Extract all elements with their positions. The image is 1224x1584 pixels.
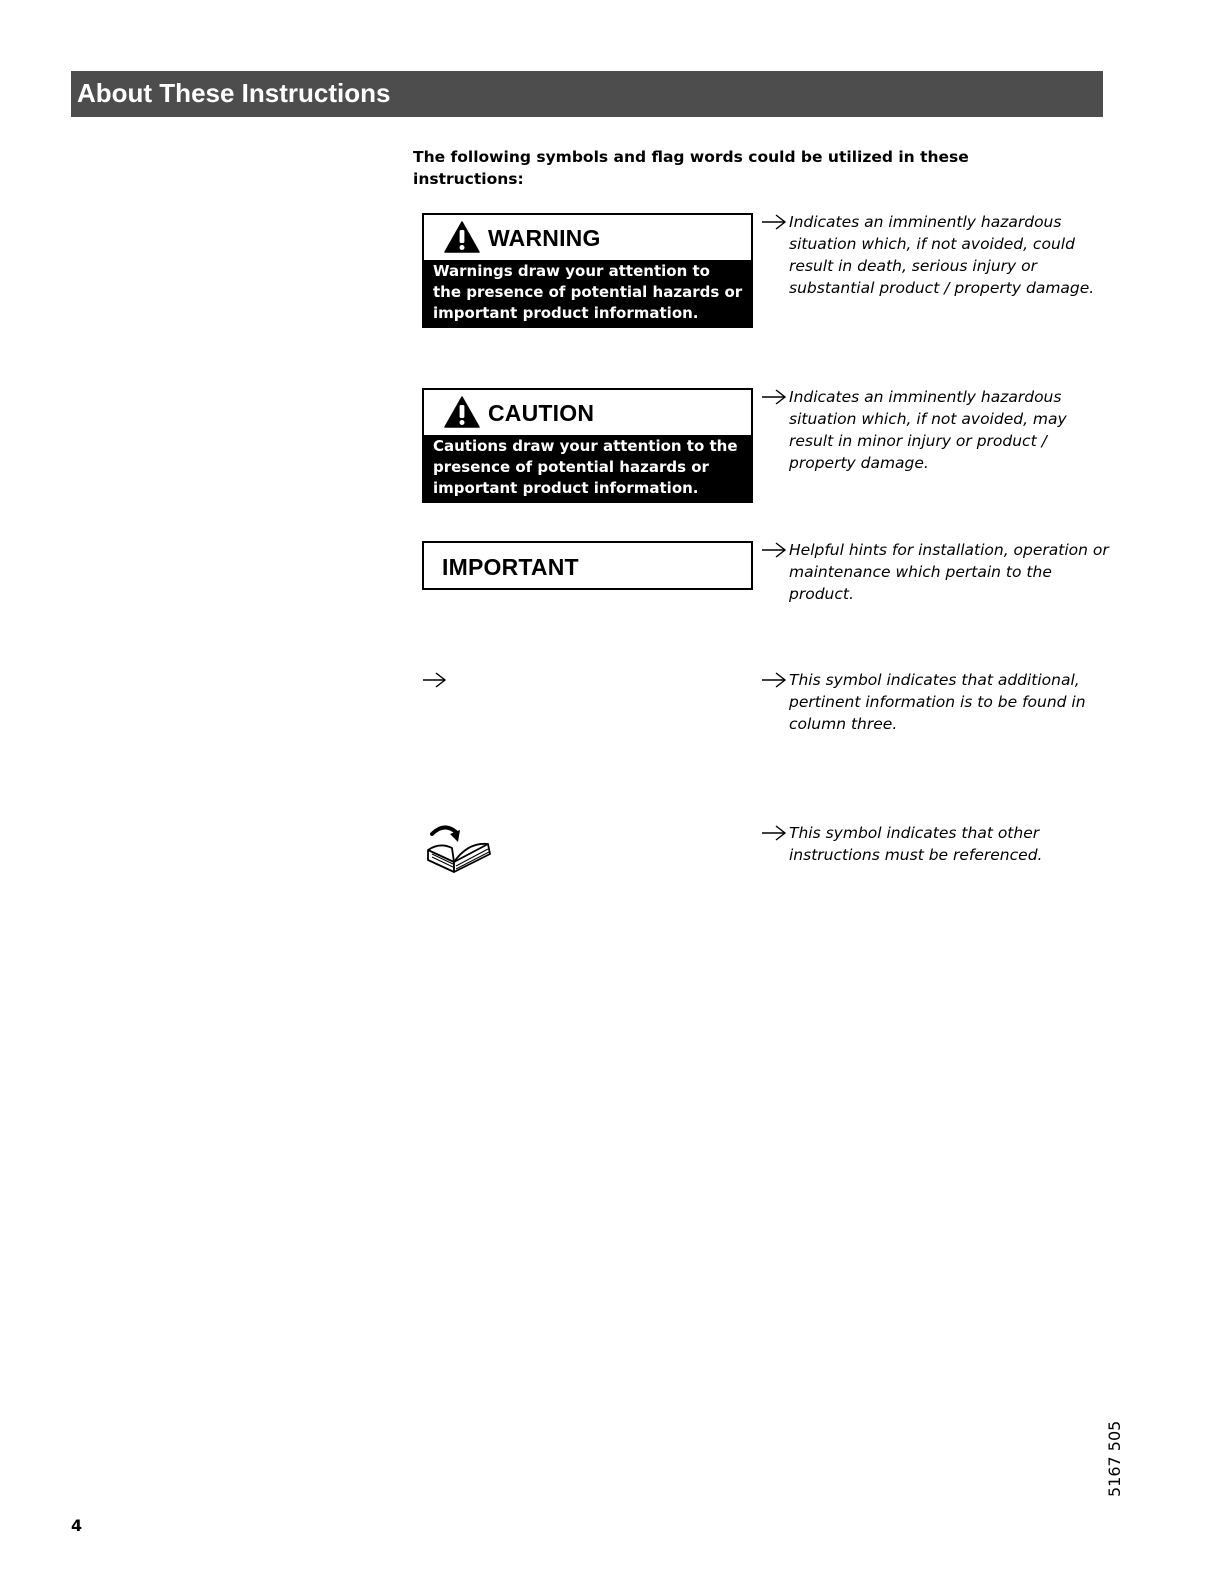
caution-flag-box — [422, 388, 753, 503]
caution-description-text: Indicates an imminently hazardous situation which, if not avoided, may result in minor injury or product / property damage. — [789, 388, 1067, 472]
warning-description — [760, 211, 1110, 299]
book-reference-icon — [424, 822, 494, 876]
caution-description — [760, 386, 1110, 474]
arrow-right-icon — [760, 672, 788, 688]
document-number: 5167 505 — [1105, 1420, 1124, 1497]
important-flag-box — [422, 541, 753, 590]
page-title: About These Instructions — [77, 78, 391, 108]
arrow-right-icon — [760, 542, 788, 558]
arrow-right-icon — [760, 214, 788, 230]
warning-triangle-icon — [444, 221, 480, 253]
important-flag-word: IMPORTANT — [442, 554, 579, 580]
book-symbol-description — [760, 822, 1110, 866]
warning-flag-header — [424, 215, 751, 260]
important-description-text: Helpful hints for installation, operation or maintenance which pertain to the product. — [789, 541, 1109, 603]
arrow-right-icon — [760, 825, 788, 841]
book-symbol-description-text: This symbol indicates that other instructions must be referenced. — [789, 824, 1043, 864]
warning-flag-box — [422, 213, 753, 328]
intro-text: The following symbols and flag words could be utilized in these instructions: — [413, 148, 969, 188]
arrow-symbol-description-text: This symbol indicates that additional, pertinent information is to be found in column three. — [789, 671, 1086, 733]
important-description — [760, 539, 1110, 605]
warning-triangle-icon — [444, 396, 480, 428]
section-header-bar — [71, 71, 1103, 117]
page-number: 4 — [71, 1516, 83, 1535]
warning-flag-body: Warnings draw your attention to the presence of potential hazards or important product information. — [424, 260, 751, 326]
caution-flag-body: Cautions draw your attention to the presence of potential hazards or important product information. — [424, 435, 751, 501]
caution-flag-header — [424, 390, 751, 435]
arrow-symbol-description — [760, 669, 1110, 735]
arrow-right-icon — [422, 672, 448, 688]
warning-flag-word: WARNING — [488, 225, 601, 251]
arrow-right-icon — [760, 389, 788, 405]
caution-flag-word: CAUTION — [488, 400, 595, 426]
warning-description-text: Indicates an imminently hazardous situation which, if not avoided, could result in death, serious injury or substantial product / property damage. — [789, 213, 1095, 297]
